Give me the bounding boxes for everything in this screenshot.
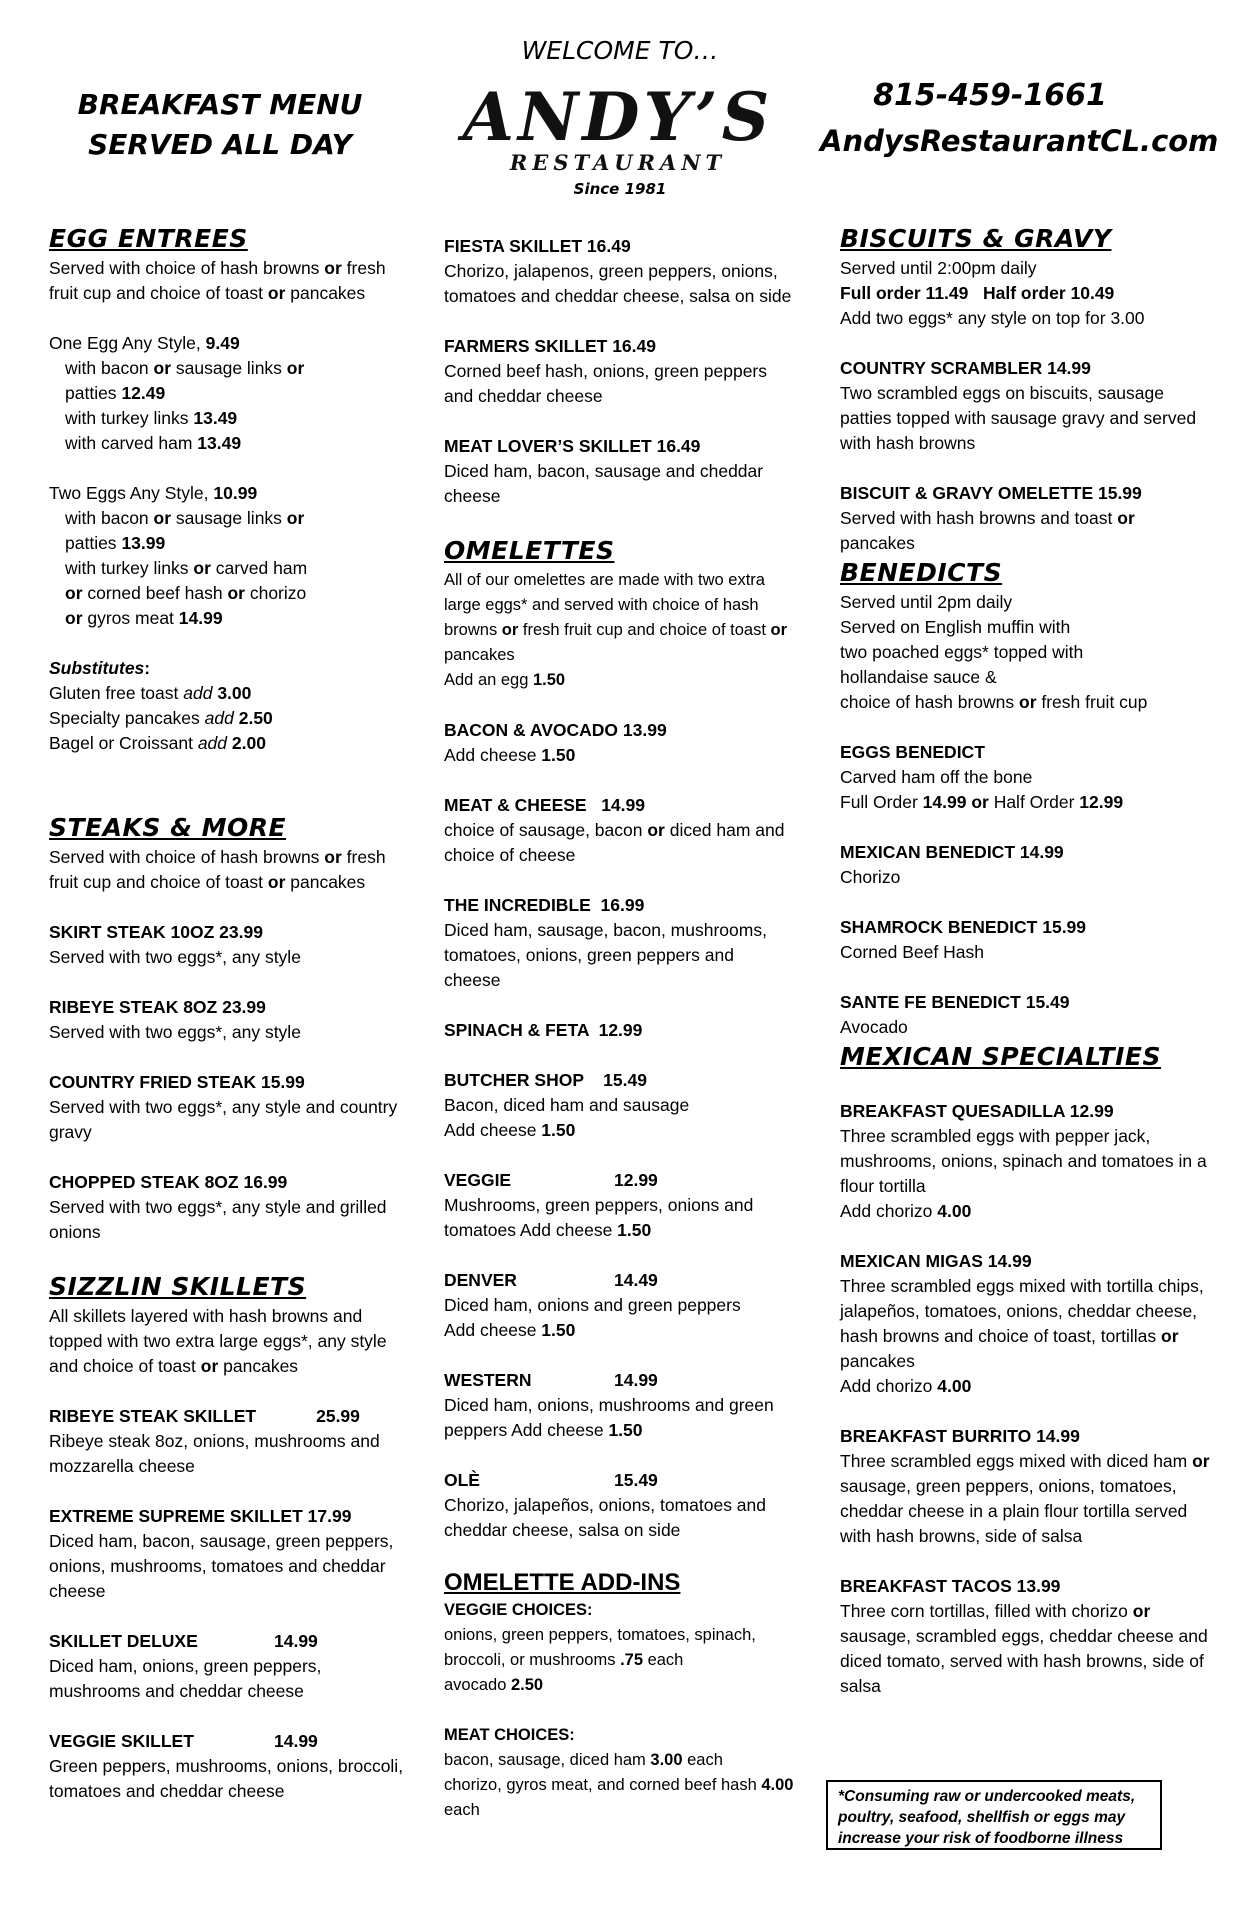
restaurant-logo xyxy=(418,78,818,178)
menu-item-desc: Diced ham, onions, green peppers, mushrooms and cheddar cheese xyxy=(49,1656,327,1701)
two-eggs-item: Two Eggs Any Style, 10.99 xyxy=(49,483,258,503)
menu-item-name: BACON & AVOCADO 13.99 xyxy=(444,720,667,740)
menu-item-name: RIBEYE STEAK SKILLET 25.99 xyxy=(49,1406,360,1426)
one-egg-item: One Egg Any Style, 9.49 xyxy=(49,333,240,353)
menu-item-desc: Diced ham, bacon, sausage and cheddar cheese xyxy=(444,461,768,506)
logo-brand-name: ANDY’S xyxy=(462,78,774,156)
section-title-biscuits: BISCUITS & GRAVY xyxy=(840,224,1112,253)
menu-item-name: MEXICAN BENEDICT 14.99 xyxy=(840,842,1064,862)
logo-subtitle: RESTAURANT xyxy=(509,150,727,175)
menu-item-name: BREAKFAST QUESADILLA 12.99 xyxy=(840,1101,1114,1121)
menu-item-desc: Diced ham, onions, mushrooms and green peppers Add cheese 1.50 xyxy=(444,1395,779,1440)
menu-item-desc: Bacon, diced ham and sausage xyxy=(444,1095,690,1115)
substitutes-heading: Substitutes: xyxy=(49,658,151,678)
menu-item-desc: Served with two eggs*, any style and grilled onions xyxy=(49,1197,392,1242)
menu-item-name: SANTE FE BENEDICT 15.49 xyxy=(840,992,1070,1012)
menu-column-left: EGG ENTREES Served with choice of hash browns or fresh fruit cup and choice of toast or pancakes One Egg Any Style, 9.49 with bacon or sausage links or patties 12.49 with turkey links 13.49 with carved ham 13.49 Two Eggs Any Style, 10.99 with bacon or sausage links or patties 13.99 with turkey links or carved ham or corned beef hash or chorizo or gyros meat 14.99 Substitutes: Gluten free toast add 3.00 Specialty pancakes add 2.50 Bagel or Croissant add 2.00 STEAKS & MORE Served with choice of hash browns or fresh fruit cup and choice of toast or pancakes SKIRT STEAK 10OZ 23.99 Served with two eggs*, any style RIBEYE STEAK 8OZ 23.99 Served with two eggs*, any style COUNTRY FRIED STEAK 15.99 Served with two eggs*, any style and country gravy CHOPPED STEAK 8OZ 16.99 Served with two eggs*, any style and grilled onions SIZZLIN SKILLETS All skillets layered with hash browns and topped with two extra large eggs*, any style and choice of toast or pancakes RIBEYE STEAK SKILLET 25.99 Ribeye steak 8oz, onions, mushrooms and mozzarella cheese EXTREME SUPREME SKILLET 17.99 Diced ham, bacon, sausage, green peppers, onions, mushrooms, tomatoes and cheddar cheese SKILLET DELUXE 14.99 Diced ham, onions, green peppers, mushrooms and cheddar cheese VEGGIE SKILLET 14.99 Green peppers, mushrooms, onions, broccoli, tomatoes and cheddar cheese xyxy=(49,222,409,1804)
section-title-steaks: STEAKS & MORE xyxy=(49,813,287,842)
menu-item-name: FIESTA SKILLET 16.49 xyxy=(444,236,631,256)
menu-item-name: FARMERS SKILLET 16.49 xyxy=(444,336,656,356)
veggie-choices-label: VEGGIE CHOICES: xyxy=(444,1601,593,1619)
menu-item-desc: choice of sausage, bacon or diced ham and choice of cheese xyxy=(444,820,790,865)
menu-item-desc: Corned Beef Hash xyxy=(840,942,984,962)
menu-item-desc: Chorizo xyxy=(840,867,901,887)
omelettes-description: All of our omelettes are made with two extra large eggs* and served with choice of hash browns or fresh fruit cup and choice of toast or pancakes xyxy=(444,571,792,664)
egg-entrees-description: Served with choice of hash browns or fresh fruit cup and choice of toast or pancakes xyxy=(49,258,391,303)
menu-item-name: DENVER 14.49 xyxy=(444,1270,658,1290)
menu-item-name: VEGGIE 12.99 xyxy=(444,1170,658,1190)
menu-item-name: EGGS BENEDICT xyxy=(840,742,985,762)
menu-item-name: THE INCREDIBLE 16.99 xyxy=(444,895,645,915)
menu-item-name: RIBEYE STEAK 8OZ 23.99 xyxy=(49,997,266,1017)
menu-item-desc: Served with two eggs*, any style xyxy=(49,1022,301,1042)
menu-column-middle: FIESTA SKILLET 16.49 Chorizo, jalapenos, green peppers, onions, tomatoes and cheddar cheese, salsa on side FARMERS SKILLET 16.49 Corned beef hash, onions, green peppers and cheddar cheese MEAT LOVER’S SKILLET 16.49 Diced ham, bacon, sausage and cheddar cheese OMELETTES All of our omelettes are made with two extra large eggs* and served with choice of hash browns or fresh fruit cup and choice of toast or pancakes Add an egg 1.50 BACON & AVOCADO 13.99 Add cheese 1.50 MEAT & CHEESE 14.99 choice of sausage, bacon or diced ham and choice of cheese THE INCREDIBLE 16.99 Diced ham, sausage, bacon, mushrooms, tomatoes, onions, green peppers and cheese SPINACH & FETA 12.99 BUTCHER SHOP 15.49 Bacon, diced ham and sausage Add cheese 1.50 VEGGIE 12.99 Mushrooms, green peppers, onions and tomatoes Add cheese 1.50 DENVER 14.49 Diced ham, onions and green peppers Add cheese 1.50 WESTERN 14.99 Diced ham, onions, mushrooms and green peppers Add cheese 1.50 OLÈ 15.49 Chorizo, jalapeños, onions, tomatoes and cheddar cheese, salsa on side OMELETTE ADD-INS VEGGIE CHOICES: onions, green peppers, tomatoes, spinach, broccoli, or mushrooms .75 each avocado 2.50 MEAT CHOICES: bacon, sausage, diced ham 3.00 each chorizo, gyros meat, and corned beef hash 4.00 each xyxy=(444,236,799,1819)
menu-item-desc: Three scrambled eggs mixed with tortilla chips, jalapeños, tomatoes, onions, cheddar cheese, hash browns and choice of toast, tortillas or pancakes xyxy=(840,1276,1209,1371)
section-title-egg-entrees: EGG ENTREES xyxy=(49,224,248,253)
menu-item-desc: Three corn tortillas, filled with chorizo or sausage, scrambled eggs, cheddar cheese and diced tomato, served with hash browns, side of salsa xyxy=(840,1601,1213,1696)
section-title-omelettes: OMELETTES xyxy=(444,536,615,565)
skillets-description: All skillets layered with hash browns and topped with two extra large eggs*, any style and choice of toast or pancakes xyxy=(49,1306,392,1376)
menu-item-name: WESTERN 14.99 xyxy=(444,1370,658,1390)
menu-item-name: VEGGIE SKILLET 14.99 xyxy=(49,1731,318,1751)
menu-item-desc: Three scrambled eggs mixed with diced ham or sausage, green peppers, onions, tomatoes, cheddar cheese in a plain flour tortilla served with hash browns, side of salsa xyxy=(840,1451,1215,1546)
menu-item-desc: Served with two eggs*, any style xyxy=(49,947,301,967)
menu-item-name: BREAKFAST TACOS 13.99 xyxy=(840,1576,1061,1596)
menu-item-desc: Chorizo, jalapenos, green peppers, onions, tomatoes and cheddar cheese, salsa on side xyxy=(444,261,792,306)
menu-item-name: CHOPPED STEAK 8OZ 16.99 xyxy=(49,1172,288,1192)
menu-item-name: SHAMROCK BENEDICT 15.99 xyxy=(840,917,1087,937)
menu-item-name: COUNTRY FRIED STEAK 15.99 xyxy=(49,1072,305,1092)
section-title-mexican: MEXICAN SPECIALTIES xyxy=(840,1042,1161,1071)
phone-number: 815-459-1661 xyxy=(873,78,1107,113)
section-title-benedicts: BENEDICTS xyxy=(840,558,1003,587)
menu-item-desc: Three scrambled eggs with pepper jack, mushrooms, onions, spinach and tomatoes in a flour tortilla xyxy=(840,1126,1212,1196)
food-safety-warning: *Consuming raw or undercooked meats, poultry, seafood, shellfish or eggs may increase your risk of foodborne illness xyxy=(826,1780,1162,1850)
menu-item-name: EXTREME SUPREME SKILLET 17.99 xyxy=(49,1506,352,1526)
menu-item-name: COUNTRY SCRAMBLER 14.99 xyxy=(840,358,1091,378)
menu-item-desc: Diced ham, sausage, bacon, mushrooms, tomatoes, onions, green peppers and cheese xyxy=(444,920,772,990)
section-title-addins: OMELETTE ADD-INS xyxy=(444,1569,681,1596)
menu-item-desc: Diced ham, onions and green peppers xyxy=(444,1295,741,1315)
menu-item-name: BUTCHER SHOP 15.49 xyxy=(444,1070,647,1090)
menu-item-name: BISCUIT & GRAVY OMELETTE 15.99 xyxy=(840,483,1142,503)
menu-item-desc: Chorizo, jalapeños, onions, tomatoes and cheddar cheese, salsa on side xyxy=(444,1495,771,1540)
meat-choices-label: MEAT CHOICES: xyxy=(444,1726,575,1744)
breakfast-menu-line1: BREAKFAST MENU xyxy=(77,88,363,121)
menu-item-name: MEAT LOVER’S SKILLET 16.49 xyxy=(444,436,701,456)
section-title-skillets: SIZZLIN SKILLETS xyxy=(49,1272,307,1301)
menu-item-desc: Ribeye steak 8oz, onions, mushrooms and mozzarella cheese xyxy=(49,1431,385,1476)
steaks-description: Served with choice of hash browns or fresh fruit cup and choice of toast or pancakes xyxy=(49,847,391,892)
menu-item-name: MEXICAN MIGAS 14.99 xyxy=(840,1251,1032,1271)
menu-item-desc: Served with hash browns and toast or pancakes xyxy=(840,508,1140,553)
website: AndysRestaurantCL.com xyxy=(820,124,1219,158)
menu-column-right: BISCUITS & GRAVY Served until 2:00pm daily Full order 11.49 Half order 10.49 Add two eggs* any style on top for 3.00 COUNTRY SCRAMBLER 14.99 Two scrambled eggs on biscuits, sausage patties topped with sausage gravy and served with hash browns BISCUIT & GRAVY OMELETTE 15.99 Served with hash browns and toast or pancakes BENEDICTS Served until 2pm daily Served on English muffin with two poached eggs* topped with hollandaise sauce & choice of hash browns or fresh fruit cup EGGS BENEDICT Carved ham off the bone Full Order 14.99 or Half Order 12.99 MEXICAN BENEDICT 14.99 Chorizo SHAMROCK BENEDICT 15.99 Corned Beef Hash SANTE FE BENEDICT 15.49 Avocado MEXICAN SPECIALTIES BREAKFAST QUESADILLA 12.99 Three scrambled eggs with pepper jack, mushrooms, onions, spinach and tomatoes in a flour tortilla Add chorizo 4.00 MEXICAN MIGAS 14.99 Three scrambled eggs mixed with tortilla chips, jalapeños, tomatoes, onions, cheddar cheese, hash browns and choice of toast, tortillas or pancakes Add chorizo 4.00 BREAKFAST BURRITO 14.99 Three scrambled eggs mixed with diced ham or sausage, green peppers, onions, tomatoes, cheddar cheese in a plain flour tortilla served with hash browns, side of salsa BREAKFAST TACOS 13.99 Three corn tortillas, filled with chorizo or sausage, scrambled eggs, cheddar cheese and diced tomato, served with hash browns, side of salsa xyxy=(840,222,1210,1699)
menu-item-name: BREAKFAST BURRITO 14.99 xyxy=(840,1426,1080,1446)
menu-item-desc: Corned beef hash, onions, green peppers and cheddar cheese xyxy=(444,361,772,406)
menu-item-name: SPINACH & FETA 12.99 xyxy=(444,1020,643,1040)
menu-item-desc: Avocado xyxy=(840,1017,908,1037)
menu-item-desc: Two scrambled eggs on biscuits, sausage patties topped with sausage gravy and served with hash browns xyxy=(840,383,1201,453)
menu-item-name: OLÈ 15.49 xyxy=(444,1470,658,1490)
menu-item-desc: Green peppers, mushrooms, onions, broccoli, tomatoes and cheddar cheese xyxy=(49,1756,408,1801)
menu-item-name: MEAT & CHEESE 14.99 xyxy=(444,795,645,815)
breakfast-menu-line2: SERVED ALL DAY xyxy=(88,128,352,161)
since-year: Since 1981 xyxy=(573,180,667,198)
menu-item-desc: Mushrooms, green peppers, onions and tomatoes Add cheese 1.50 xyxy=(444,1195,759,1240)
menu-item-desc: Diced ham, bacon, sausage, green peppers, onions, mushrooms, tomatoes and cheddar cheese xyxy=(49,1531,399,1601)
menu-item-desc: Served with two eggs*, any style and country gravy xyxy=(49,1097,403,1142)
menu-item-name: SKIRT STEAK 10OZ 23.99 xyxy=(49,922,263,942)
welcome-text: WELCOME TO… xyxy=(521,36,719,65)
menu-item-name: SKILLET DELUXE 14.99 xyxy=(49,1631,318,1651)
